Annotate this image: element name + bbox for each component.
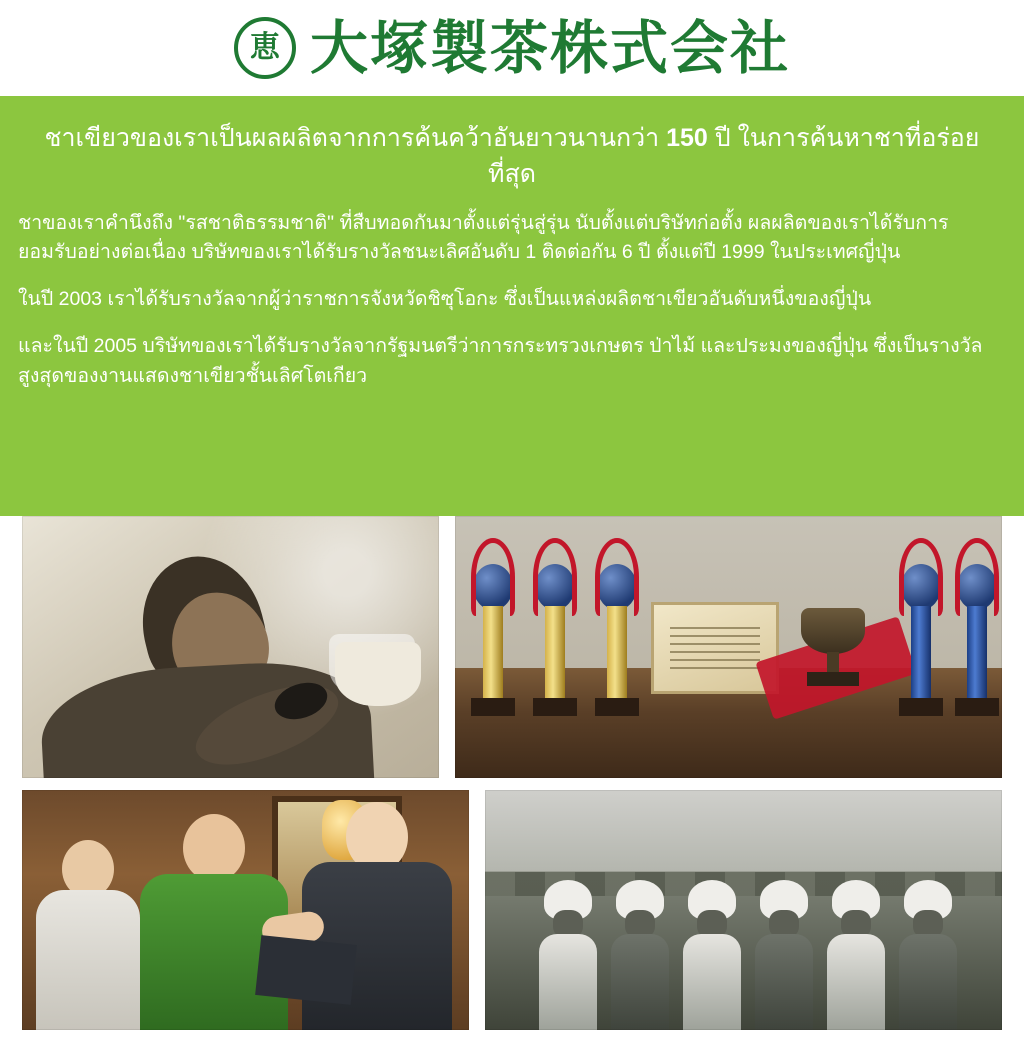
trophies-photo (455, 516, 1002, 778)
tea-pickers-photo (485, 790, 1002, 1030)
certificate-shape (255, 935, 357, 1005)
attendee-left-shape (36, 840, 140, 1030)
tea-picker-shape (893, 880, 963, 1030)
photo-gallery (0, 516, 1024, 1042)
paragraph-governor-award: ในปี 2003 เราได้รับรางวัลจากผู้ว่าราชการจังหวัดชิซุโอกะ ซึ่งเป็นแหล่งผลิตชาเขียวอันดับหนึ่งของญี่ปุ่น (18, 288, 872, 310)
page-title (22, 120, 1002, 193)
gallery-row-bottom (0, 790, 1024, 1042)
hero-section (0, 96, 1024, 516)
tea-picker-shape (533, 880, 603, 1030)
company-seal-icon: 恵 (234, 17, 296, 79)
company-name-logo: 大塚製茶株式会社 (309, 14, 790, 82)
tea-picker-shape (821, 880, 891, 1030)
headline-part-2: ปี ในการค้นหาชาที่อร่อยที่สุด (488, 124, 980, 189)
tasting-cup-shape (335, 642, 421, 706)
award-ceremony-photo (22, 790, 469, 1030)
headline-highlight-years: 150 (666, 124, 708, 152)
grand-cup-shape (785, 596, 881, 692)
paragraph-heritage: ชาของเราคำนึงถึง "รสชาติธรรมชาติ" ที่สืบทอดกันมาตั้งแต่รุ่นสู่รุ่น นับตั้งแต่บริษัทก่อตั้ง ผลผลิตของเราได้รับการยอมรับอย่างต่อเนื่อง บริษัทของเราได้รับรางวัลชนะเลิศอันดับ 1 ติดต่อกัน 6 ปี ตั้งแต่ปี 1999 ในประเทศญี่ปุ่น (18, 211, 949, 263)
tea-picker-shape (605, 880, 675, 1030)
award-plaque-shape (651, 602, 779, 694)
tea-picker-shape (677, 880, 747, 1030)
gallery-row-top (0, 516, 1024, 790)
tea-picker-shape (749, 880, 819, 1030)
brand-header (0, 0, 1024, 96)
headline-part-1: ชาเขียวของเราเป็นผลผลิตจากการค้นคว้าอันยาวนานกว่า (44, 124, 667, 152)
tea-taster-photo (22, 516, 439, 778)
paragraph-minister-award: และในปี 2005 บริษัทของเราได้รับรางวัลจากรัฐมนตรีว่าการกระทรวงเกษตร ป่าไม้ และประมงของญี่ปุ่น ซึ่งเป็นรางวัลสูงสุดของงานแสดงชาเขียวชั้นเลิศโตเกียว (18, 335, 983, 387)
